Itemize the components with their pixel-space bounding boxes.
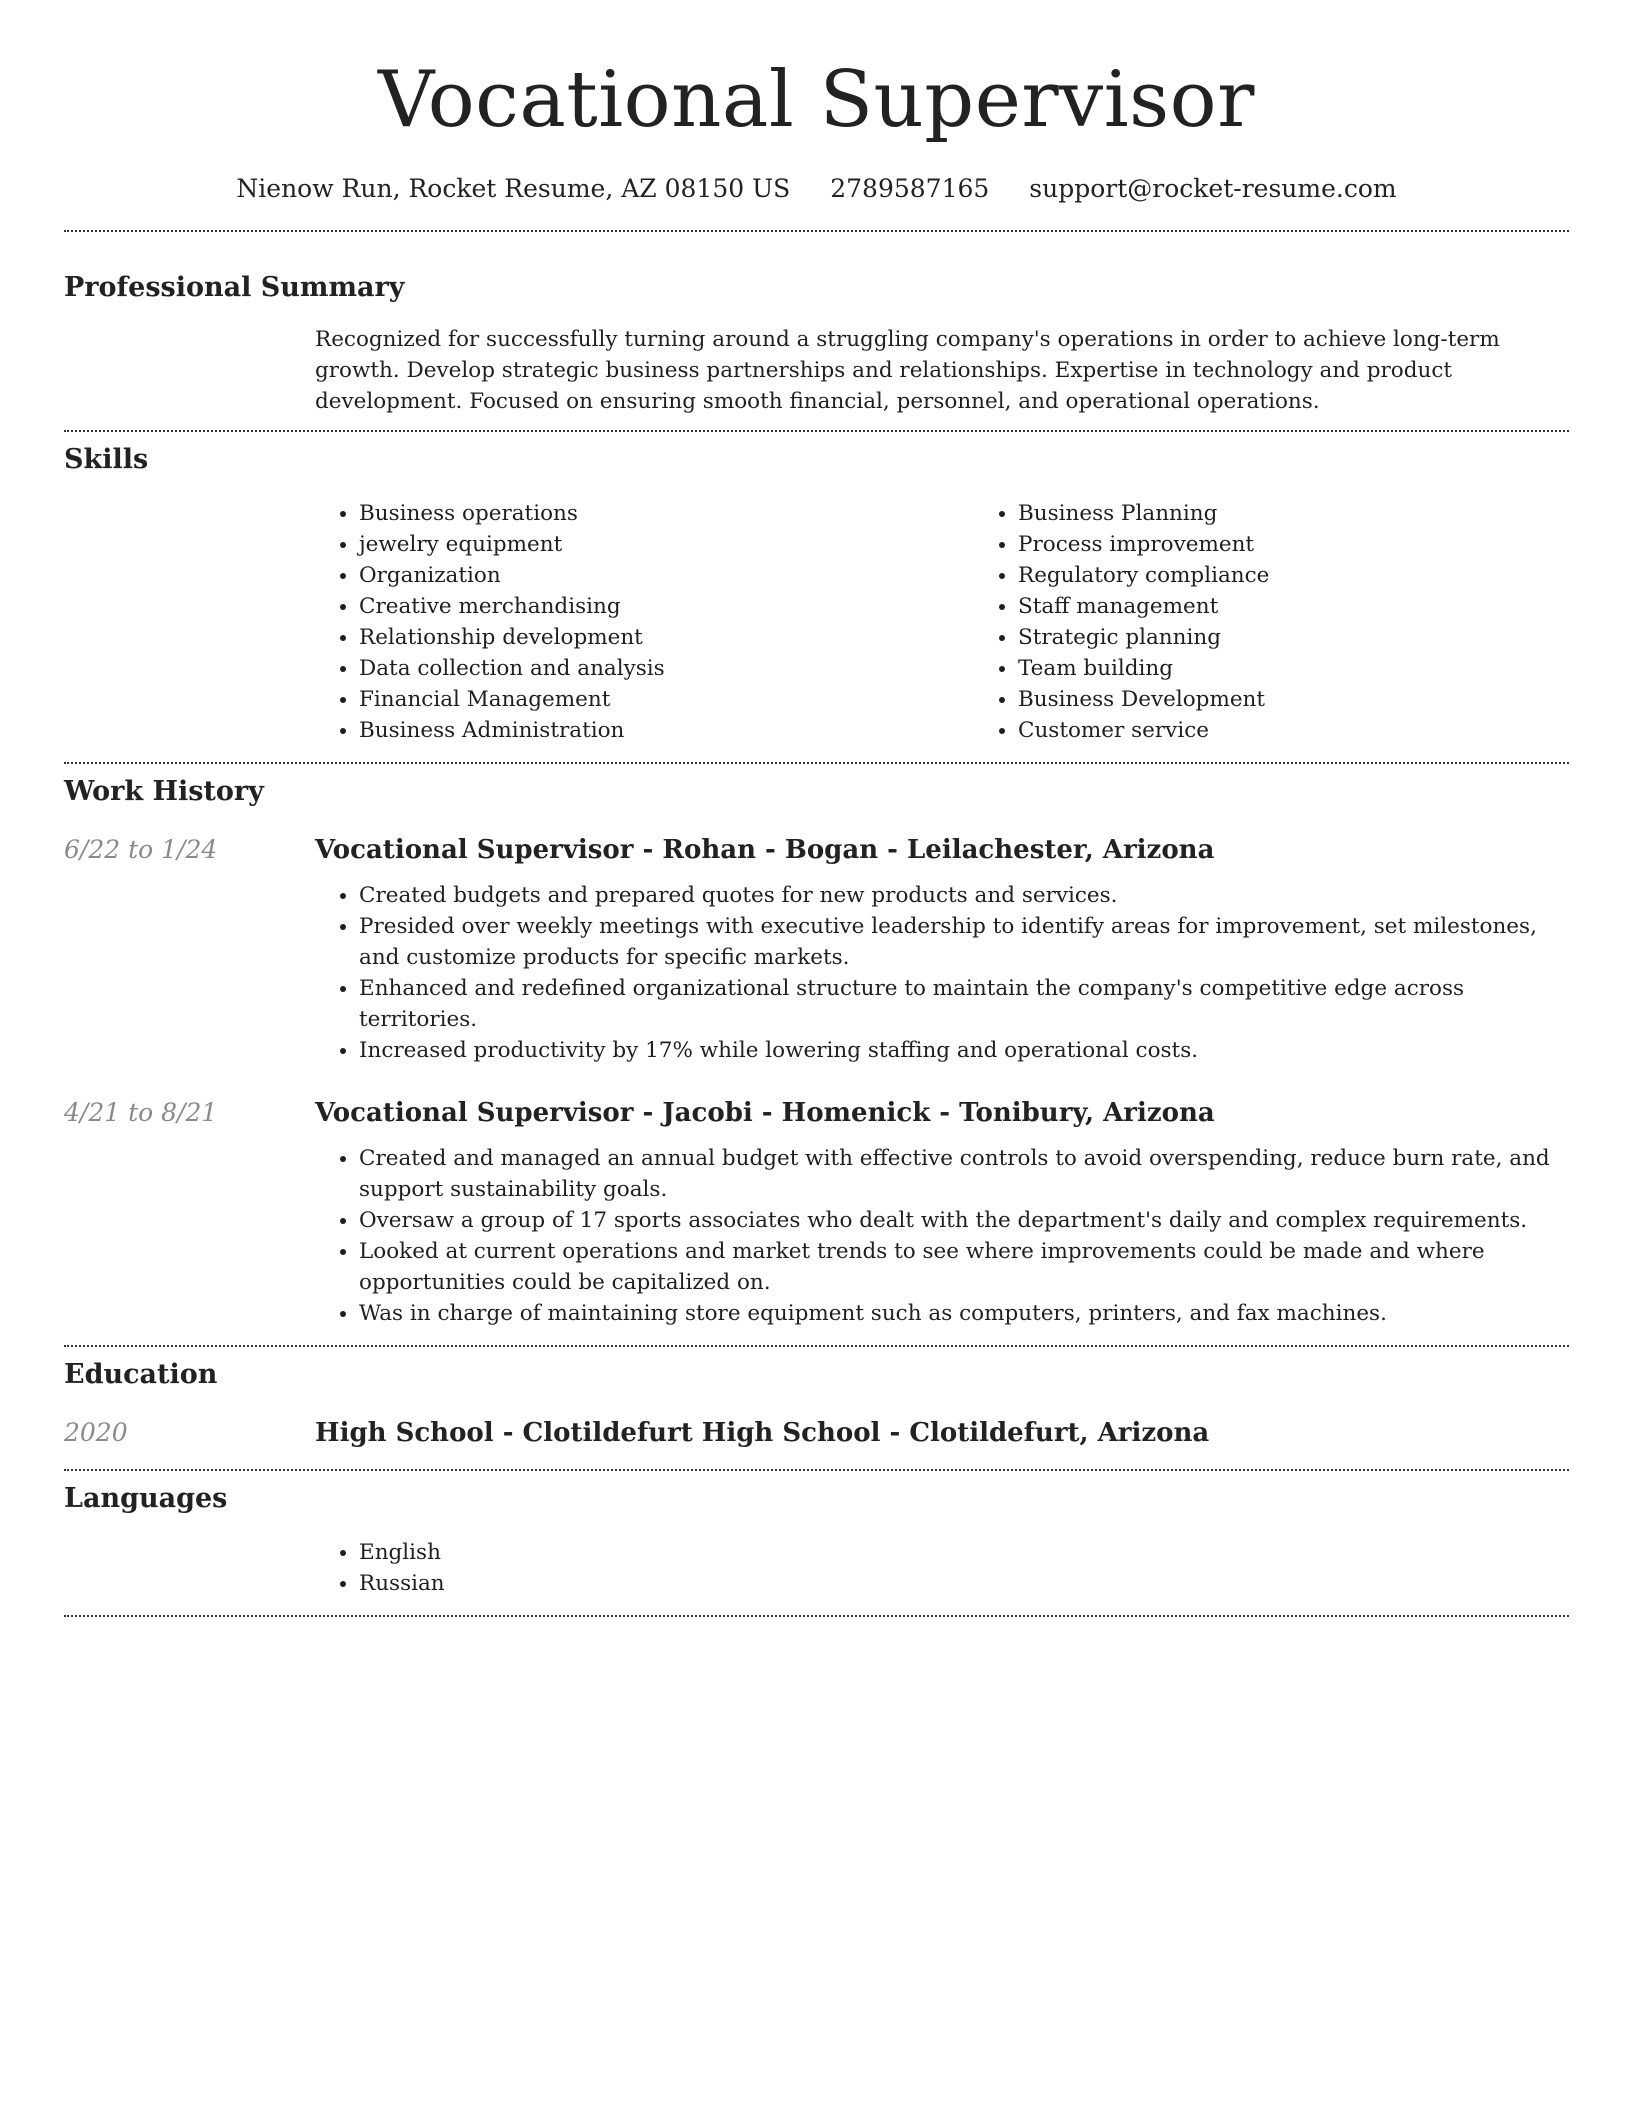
job-dates: 6/22 to 1/24 (64, 835, 218, 864)
education-heading: High School - Clotildefurt High School - Clotildefurt, Arizona (315, 1418, 1210, 1448)
job-bullet: • Increased productivity by 17% while lowering staffing and operational costs. (359, 1035, 1569, 1066)
education-year: 2020 (64, 1418, 128, 1447)
skill-item: • Creative merchandising (359, 591, 974, 622)
contact-email: support@rocket-resume.com (1029, 174, 1397, 203)
candidate-name: Vocational Supervisor (378, 55, 1255, 145)
skill-item: • Regulatory compliance (1018, 560, 1632, 591)
skill-item: • Strategic planning (1018, 622, 1632, 653)
skill-item: • Team building (1018, 653, 1632, 684)
job-heading: Vocational Supervisor - Jacobi - Homenick - Tonibury, Arizona (315, 1098, 1215, 1128)
skill-item: • Staff management (1018, 591, 1632, 622)
job-bullet: • Presided over weekly meetings with executive leadership to identify areas for improvement, set milestones, and customize products for specific markets. (359, 911, 1569, 973)
job-heading: Vocational Supervisor - Rohan - Bogan - Leilachester, Arizona (315, 835, 1215, 865)
skill-item: • Business Planning (1018, 498, 1632, 529)
job-bullet: • Enhanced and redefined organizational structure to maintain the company's competitive edge across territories. (359, 973, 1569, 1035)
skills-list-left (315, 498, 974, 746)
skill-item: • Financial Management (359, 684, 974, 715)
languages-list (315, 1537, 1569, 1599)
resume-page (64, 0, 1569, 1617)
skills-title: Skills (64, 444, 149, 475)
job-bullet: • Created and managed an annual budget with effective controls to avoid overspending, reduce burn rate, and support sustainability goals. (359, 1143, 1569, 1205)
divider (64, 1615, 1569, 1617)
summary-text: Recognized for successfully turning around a struggling company's operations in order to achieve long-term growth. Develop strategic business partnerships and relationships. Expertise in technology and product development. Focused on ensuring smooth financial, personnel, and operational operations. (315, 327, 1500, 414)
work-section (64, 764, 1569, 1329)
skill-item: • jewelry equipment (359, 529, 974, 560)
skill-item: • Data collection and analysis (359, 653, 974, 684)
contact-line (64, 170, 1569, 208)
job-bullet: • Was in charge of maintaining store equipment such as computers, printers, and fax machines. (359, 1298, 1569, 1329)
skill-item: • Process improvement (1018, 529, 1632, 560)
work-title: Work History (64, 776, 264, 807)
education-section (64, 1347, 1569, 1451)
language-item: • English (359, 1537, 1569, 1568)
skill-item: • Relationship development (359, 622, 974, 653)
contact-phone: 2789587165 (830, 174, 990, 203)
contact-address: Nienow Run, Rocket Resume, AZ 08150 US (236, 174, 791, 203)
job-bullet: • Created budgets and prepared quotes for new products and services. (359, 880, 1569, 911)
languages-section (64, 1471, 1569, 1599)
skill-item: • Business Administration (359, 715, 974, 746)
skill-item: • Organization (359, 560, 974, 591)
skill-item: • Business operations (359, 498, 974, 529)
job-bullet: • Oversaw a group of 17 sports associates who dealt with the department's daily and complex requirements. (359, 1205, 1569, 1236)
language-item: • Russian (359, 1568, 1569, 1599)
skill-item: • Business Development (1018, 684, 1632, 715)
job-entry (64, 832, 1569, 1066)
job-bullets (315, 1143, 1569, 1329)
skills-list-right (974, 498, 1632, 746)
job-entry (64, 1095, 1569, 1329)
job-bullets (315, 880, 1569, 1066)
job-dates: 4/21 to 8/21 (64, 1098, 218, 1127)
languages-title: Languages (64, 1483, 228, 1514)
summary-section (64, 232, 1569, 417)
summary-title: Professional Summary (64, 272, 405, 303)
skill-item: • Customer service (1018, 715, 1632, 746)
education-title: Education (64, 1359, 218, 1390)
skills-section (64, 432, 1569, 746)
job-bullet: • Looked at current operations and market trends to see where improvements could be made and where opportunities could be capitalized on. (359, 1236, 1569, 1298)
